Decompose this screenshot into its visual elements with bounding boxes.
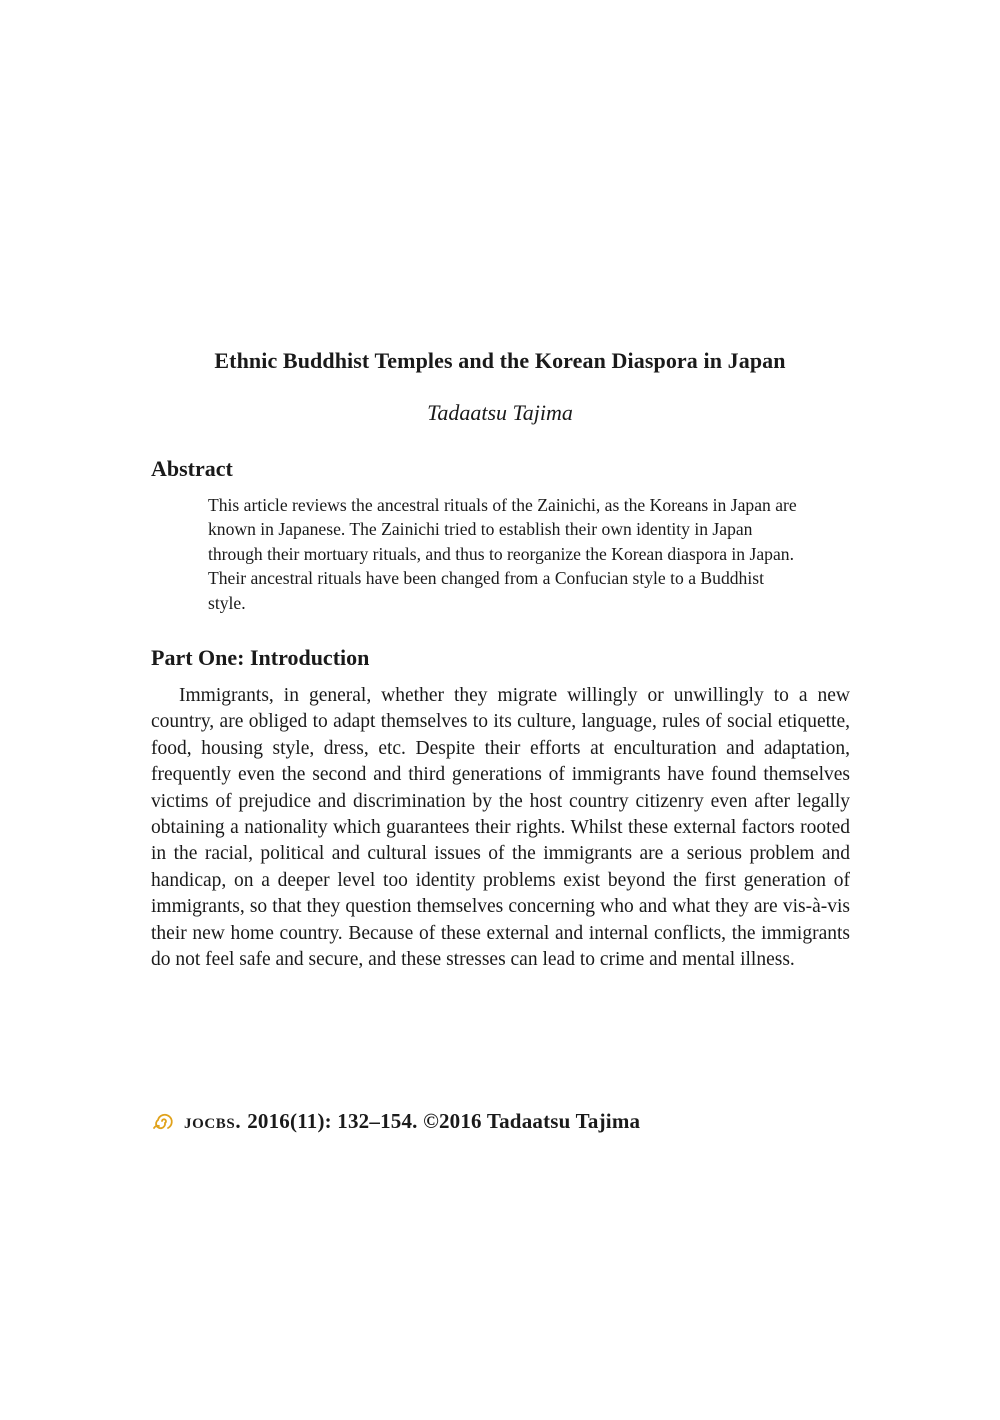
citation-text: 2016(11): 132–154. ©2016 Tadaatsu Tajima [247,1108,641,1133]
journal-abbreviation: jocbs. [184,1108,242,1133]
citation-footer [150,1108,850,1134]
spiral-logo-icon [150,1108,176,1134]
abstract-heading: Abstract [151,456,233,481]
section-heading-introduction: Part One: Introduction [151,645,370,670]
article-author: Tadaatsu Tajima [427,400,573,425]
abstract-text: This article reviews the ancestral rituals of the Zainichi, as the Koreans in Japan are known in Japanese. The Zainichi tried to establish their own identity in Japan through their mortuary rituals, and thus to reorganize the Korean diaspora in Japan. Their ancestral rituals have been changed from a Confucian style to a Buddhist style. [208,495,797,613]
article-title: Ethnic Buddhist Temples and the Korean Diaspora in Japan [214,348,786,373]
introduction-paragraph: Immigrants, in general, whether they migrate willingly or unwillingly to a new country, are obliged to adapt themselves to its culture, language, rules of social etiquette, food, housing style, dress, etc. Despite their efforts at enculturation and adaptation, frequently even the second and third generations of immigrants have found themselves victims of prejudice and discrimination by the host country citizenry even after legally obtaining a nationality which guarantees their rights. Whilst these external factors rooted in the racial, political and cultural issues of the immigrants are a serious problem and handicap, on a deeper level too identity problems exist beyond the first generation of immigrants, so that they question themselves concerning who and what they are vis-à-vis their new home country. Because of these external and internal conflicts, the immigrants do not feel safe and secure, and these stresses can lead to crime and mental illness. [151,685,850,971]
